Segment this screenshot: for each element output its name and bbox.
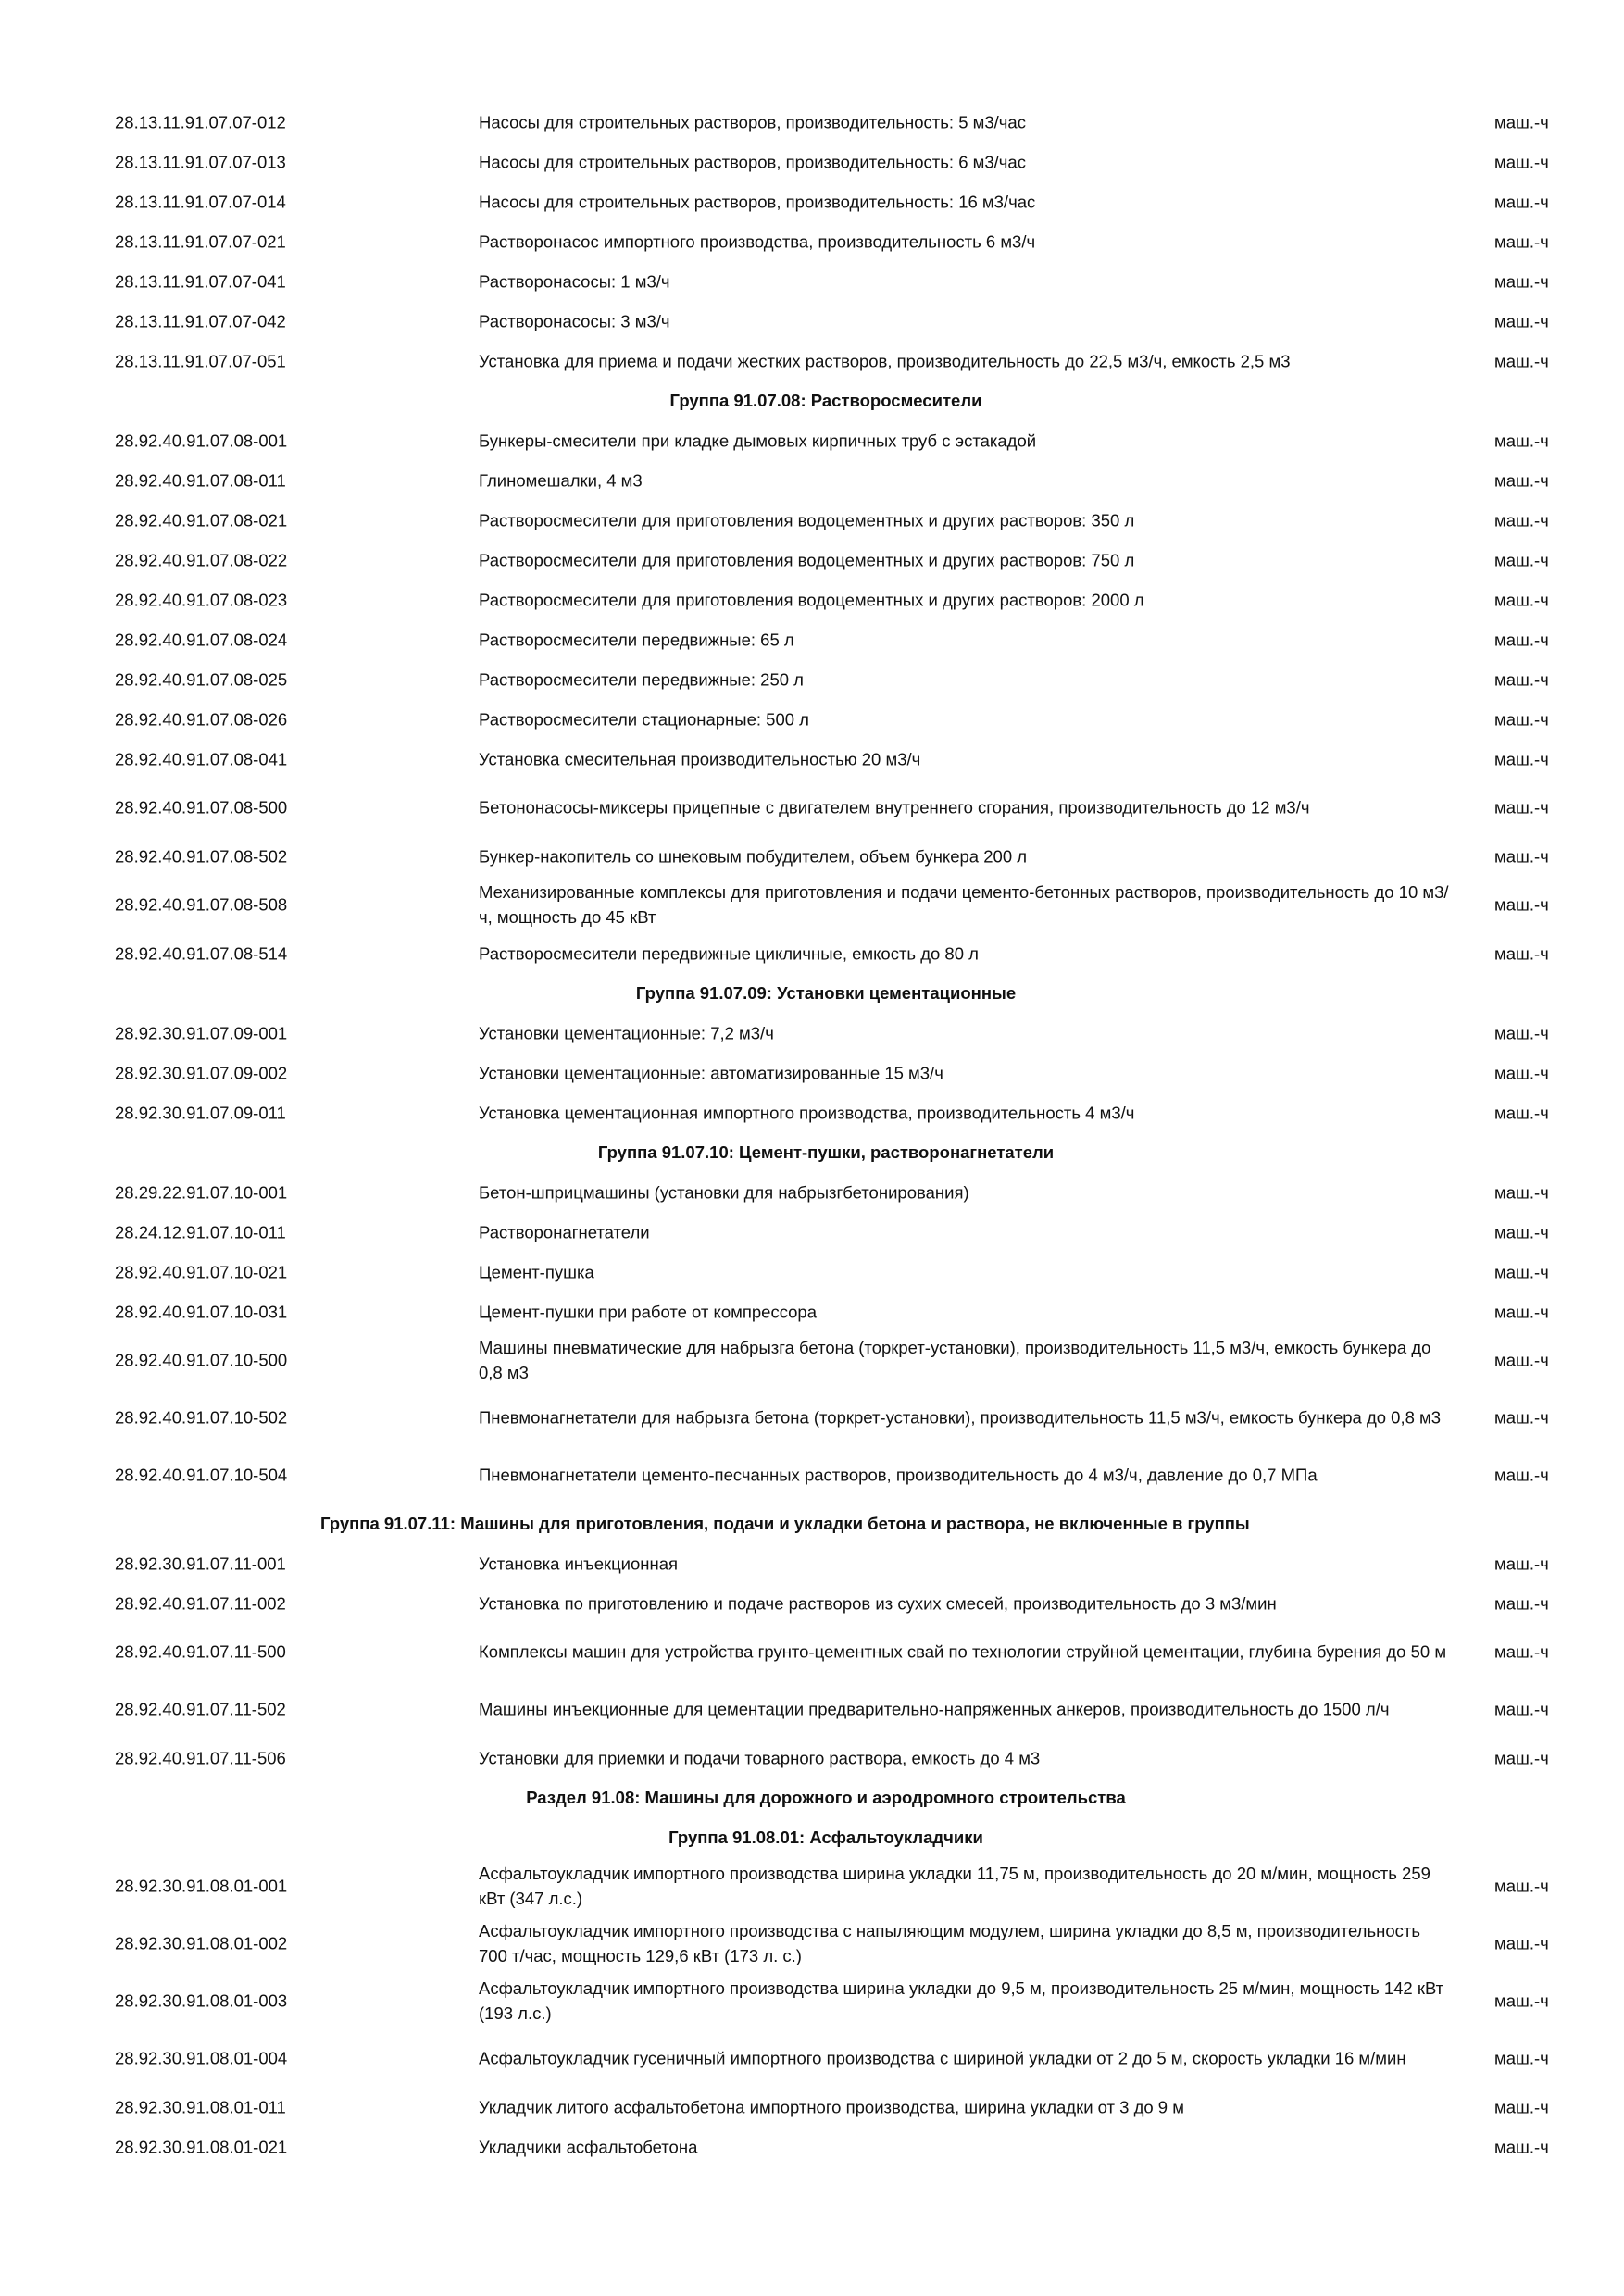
resource-code: 28.92.30.91.08.01-002: [115, 1933, 288, 1953]
resource-code: 28.92.40.91.07.10-031: [115, 1302, 288, 1321]
unit-of-measure: маш.-ч: [1494, 311, 1549, 331]
resource-name: Асфальтоукладчик гусеничный импортного производства с шириной укладки от 2 до 5 м, скорость укладки 16 м/мин: [479, 2048, 1406, 2068]
group-heading: Группа 91.08.01: Асфальтоукладчики: [668, 1827, 983, 1847]
resource-name: Установка для приема и подачи жестких растворов, производительность до 22,5 м3/ч, емкость 2,5 м3: [479, 351, 1291, 370]
table-row: [0, 341, 1624, 381]
resource-code: 28.92.30.91.08.01-021: [115, 2137, 288, 2156]
group-heading: Раздел 91.08: Машины для дорожного и аэродромного строительства: [526, 1787, 1126, 1807]
resource-code: 28.92.40.91.07.08-024: [115, 630, 288, 649]
resource-name: Цемент-пушка: [479, 1262, 594, 1281]
resource-name: Пневмонагнетатели для набрызга бетона (торкрет-установки), производительность 11,5 м3/ч, емкость бункера до 0,8 м3: [479, 1407, 1442, 1428]
resource-name: Растворонасосы: 1 м3/ч: [479, 271, 670, 291]
resource-code: 28.92.40.91.07.08-023: [115, 590, 288, 609]
unit-of-measure: маш.-ч: [1494, 1222, 1549, 1242]
unit-of-measure: маш.-ч: [1494, 1593, 1549, 1613]
table-row: [0, 1915, 1624, 1972]
table-row: [0, 739, 1624, 779]
resource-name: Растворосмесители для приготовления водоцементных и других растворов: 750 л: [479, 550, 1135, 569]
group-heading: Группа 91.07.08: Растворосмесители: [669, 390, 982, 410]
resource-name: Установка смесительная производительностью 20 м3/ч: [479, 749, 921, 768]
unit-of-measure: маш.-ч: [1494, 1023, 1549, 1042]
resource-name: Бункер-накопитель со шнековым побудителем, объем бункера 200 л: [479, 846, 1028, 866]
unit-of-measure: маш.-ч: [1494, 550, 1549, 569]
resource-code: 28.92.40.91.07.08-502: [115, 846, 288, 866]
resource-code: 28.13.11.91.07.07-021: [115, 231, 286, 251]
unit-of-measure: маш.-ч: [1494, 1350, 1549, 1370]
unit-of-measure: маш.-ч: [1494, 271, 1549, 291]
table-row: [0, 1857, 1624, 1915]
table-row: [0, 301, 1624, 341]
table-row: [0, 261, 1624, 301]
resource-code: 28.92.40.91.07.10-021: [115, 1262, 288, 1281]
table-row: [0, 659, 1624, 699]
table-row: [0, 1583, 1624, 1623]
table-row: [0, 460, 1624, 500]
resource-name: Растворосмесители передвижные: 65 л: [479, 630, 794, 649]
table-row: [0, 1972, 1624, 2029]
resource-name: Насосы для строительных растворов, производительность: 16 м3/час: [479, 192, 1036, 211]
table-row: [0, 1389, 1624, 1446]
resource-name: Растворосмесители передвижные цикличные, емкость до 80 л: [479, 943, 979, 963]
unit-of-measure: маш.-ч: [1494, 797, 1549, 817]
unit-of-measure: маш.-ч: [1494, 470, 1549, 490]
resource-name: Машины инъекционные для цементации предварительно-напряженных анкеров, производительность до 1500 л/ч: [479, 1699, 1390, 1719]
resource-name: Растворосмесители стационарные: 500 л: [479, 709, 809, 729]
resource-code: 28.92.40.91.07.08-025: [115, 669, 288, 689]
resource-code: 28.92.40.91.07.11-502: [115, 1699, 286, 1719]
unit-of-measure: маш.-ч: [1494, 1103, 1549, 1122]
resource-code: 28.92.40.91.07.08-021: [115, 510, 288, 530]
resource-code: 28.92.40.91.07.08-026: [115, 709, 288, 729]
resource-code: 28.92.40.91.07.08-500: [115, 797, 288, 817]
table-row: [0, 1292, 1624, 1331]
resource-name: Установка по приготовлению и подаче растворов из сухих смесей, производительность до 3 м3/мин: [479, 1593, 1277, 1613]
resource-code: 28.92.40.91.07.08-001: [115, 430, 288, 450]
unit-of-measure: маш.-ч: [1494, 943, 1549, 963]
resource-code: 28.13.11.91.07.07-012: [115, 112, 286, 131]
table-row: [0, 1252, 1624, 1292]
resource-name: Асфальтоукладчик импортного производства с напыляющим модулем, ширина укладки до 8,5 м, производительность 700 т/час, мощность 129,6 кВт (173 л. с.): [479, 1921, 1420, 1965]
unit-of-measure: маш.-ч: [1494, 1465, 1549, 1485]
resource-name: Растворонагнетатели: [479, 1222, 650, 1242]
unit-of-measure: маш.-ч: [1494, 1262, 1549, 1281]
resource-name: Установки для приемки и подачи товарного раствора, емкость до 4 м3: [479, 1748, 1041, 1767]
resource-name: Растворосмесители для приготовления водоцементных и других растворов: 350 л: [479, 510, 1135, 530]
resource-name: Бетононасосы-миксеры прицепные с двигателем внутреннего сгорания, производительность до 12 м3/ч: [479, 797, 1310, 817]
resource-name: Растворосмесители передвижные: 250 л: [479, 669, 804, 689]
table-row: [0, 1543, 1624, 1583]
resource-code: 28.13.11.91.07.07-014: [115, 192, 286, 211]
unit-of-measure: маш.-ч: [1494, 192, 1549, 211]
resource-code: 28.29.22.91.07.10-001: [115, 1182, 288, 1202]
resource-name: Асфальтоукладчик импортного производства ширина укладки 11,75 м, производительность до 20 м/мин, мощность 259 кВт (347 л.с.): [479, 1864, 1430, 1908]
unit-of-measure: маш.-ч: [1494, 1933, 1549, 1953]
table-row: [0, 2087, 1624, 2127]
table-row: [0, 1013, 1624, 1053]
resource-code: 28.92.40.91.07.11-002: [115, 1593, 286, 1613]
unit-of-measure: маш.-ч: [1494, 2137, 1549, 2156]
table-row: [0, 142, 1624, 181]
unit-of-measure: маш.-ч: [1494, 1407, 1549, 1428]
resource-code: 28.92.30.91.07.09-001: [115, 1023, 288, 1042]
unit-of-measure: маш.-ч: [1494, 1063, 1549, 1082]
resource-name: Растворосмесители для приготовления водоцементных и других растворов: 2000 л: [479, 590, 1144, 609]
resource-name: Укладчики асфальтобетона: [479, 2137, 698, 2156]
resource-name: Растворонасосы: 3 м3/ч: [479, 311, 670, 331]
resource-code: 28.92.40.91.07.08-514: [115, 943, 288, 963]
table-row: [0, 1172, 1624, 1212]
group-heading: Группа 91.07.11: Машины для приготовления, подачи и укладки бетона и раствора, не включенные в группы: [320, 1513, 1250, 1533]
resource-name: Пневмонагнетатели цементо-песчанных растворов, производительность до 4 м3/ч, давление до 0,7 МПа: [479, 1465, 1318, 1485]
table-row: [0, 836, 1624, 876]
unit-of-measure: маш.-ч: [1494, 1554, 1549, 1573]
resource-code: 28.92.30.91.08.01-011: [115, 2097, 286, 2116]
resource-code: 28.92.40.91.07.08-041: [115, 749, 288, 768]
resource-code: 28.92.40.91.07.08-508: [115, 894, 288, 915]
resource-code: 28.92.40.91.07.10-502: [115, 1407, 288, 1428]
table-row: [0, 933, 1624, 973]
unit-of-measure: маш.-ч: [1494, 231, 1549, 251]
table-row: [0, 619, 1624, 659]
unit-of-measure: маш.-ч: [1494, 2048, 1549, 2068]
resource-code: 28.92.30.91.08.01-001: [115, 1876, 288, 1896]
table-row: [0, 102, 1624, 142]
table-row: [0, 181, 1624, 221]
resource-name: Насосы для строительных растворов, производительность: 6 м3/час: [479, 152, 1026, 171]
unit-of-measure: маш.-ч: [1494, 1699, 1549, 1719]
unit-of-measure: маш.-ч: [1494, 894, 1549, 915]
unit-of-measure: маш.-ч: [1494, 1876, 1549, 1896]
table-row: [0, 876, 1624, 933]
unit-of-measure: маш.-ч: [1494, 669, 1549, 689]
unit-of-measure: маш.-ч: [1494, 510, 1549, 530]
resource-name: Комплексы машин для устройства грунто-цементных свай по технологии струйной цементации, глубина бурения до 50 м: [479, 1641, 1447, 1662]
resource-name: Бетон-шприцмашины (установки для набрызгбетонирования): [479, 1182, 969, 1202]
resource-code: 28.92.40.91.07.11-506: [115, 1748, 286, 1767]
document-body: [0, 102, 1624, 2166]
resource-name: Бункеры-смесители при кладке дымовых кирпичных труб с эстакадой: [479, 430, 1037, 450]
table-row: [0, 540, 1624, 580]
unit-of-measure: маш.-ч: [1494, 749, 1549, 768]
table-row: [0, 2029, 1624, 2087]
resource-code: 28.92.40.91.07.08-011: [115, 470, 286, 490]
unit-of-measure: маш.-ч: [1494, 709, 1549, 729]
resource-code: 28.92.30.91.07.11-001: [115, 1554, 286, 1573]
table-row: [0, 500, 1624, 540]
resource-code: 28.92.40.91.07.10-500: [115, 1350, 288, 1370]
table-row: [0, 2127, 1624, 2166]
table-row: [0, 1446, 1624, 1504]
table-row: [0, 420, 1624, 460]
resource-name: Установки цементационные: 7,2 м3/ч: [479, 1023, 774, 1042]
table-row: [0, 1680, 1624, 1738]
table-row: [0, 779, 1624, 836]
unit-of-measure: маш.-ч: [1494, 112, 1549, 131]
unit-of-measure: маш.-ч: [1494, 630, 1549, 649]
table-row: [0, 1623, 1624, 1680]
table-row: [0, 221, 1624, 261]
unit-of-measure: маш.-ч: [1494, 2097, 1549, 2116]
resource-name: Растворонасос импортного производства, производительность 6 м3/ч: [479, 231, 1036, 251]
resource-code: 28.92.30.91.08.01-004: [115, 2048, 288, 2068]
unit-of-measure: маш.-ч: [1494, 590, 1549, 609]
unit-of-measure: маш.-ч: [1494, 1182, 1549, 1202]
unit-of-measure: маш.-ч: [1494, 430, 1549, 450]
resource-code: 28.92.30.91.08.01-003: [115, 1990, 288, 2011]
table-row: [0, 1212, 1624, 1252]
resource-name: Механизированные комплексы для приготовления и подачи цементо-бетонных растворов, производительность до 10 м3/ч, мощность до 45 кВт: [479, 882, 1449, 927]
group-heading: Группа 91.07.09: Установки цементационные: [635, 982, 1017, 1003]
resource-code: 28.92.40.91.07.11-500: [115, 1641, 286, 1662]
table-row: [0, 699, 1624, 739]
resource-code: 28.24.12.91.07.10-011: [115, 1222, 286, 1242]
unit-of-measure: маш.-ч: [1494, 846, 1549, 866]
resource-code: 28.92.30.91.07.09-011: [115, 1103, 286, 1122]
resource-name: Машины пневматические для набрызга бетона (торкрет-установки), производительность 11,5 м3/ч, емкость бункера до 0,8 м3: [479, 1338, 1431, 1382]
resource-name: Глиномешалки, 4 м3: [479, 470, 643, 490]
resource-code: 28.92.30.91.07.09-002: [115, 1063, 288, 1082]
resource-code: 28.92.40.91.07.08-022: [115, 550, 288, 569]
unit-of-measure: маш.-ч: [1494, 1641, 1549, 1662]
unit-of-measure: маш.-ч: [1494, 1990, 1549, 2011]
resource-name: Насосы для строительных растворов, производительность: 5 м3/час: [479, 112, 1026, 131]
resource-name: Установка инъекционная: [479, 1554, 679, 1573]
table-row: [0, 1738, 1624, 1778]
resource-name: Асфальтоукладчик импортного производства ширина укладки до 9,5 м, производительность 25 м/мин, мощность 142 кВт (193 л.с.): [479, 1978, 1444, 2023]
table-row: [0, 580, 1624, 619]
resource-name: Установка цементационная импортного производства, производительность 4 м3/ч: [479, 1103, 1135, 1122]
unit-of-measure: маш.-ч: [1494, 1748, 1549, 1767]
group-heading: Группа 91.07.10: Цемент-пушки, растворонагнетатели: [597, 1142, 1055, 1162]
resource-code: 28.13.11.91.07.07-013: [115, 152, 286, 171]
unit-of-measure: маш.-ч: [1494, 1302, 1549, 1321]
table-row: [0, 1331, 1624, 1389]
resource-name: Укладчик литого асфальтобетона импортного производства, ширина укладки от 3 до 9 м: [479, 2097, 1184, 2116]
resource-code: 28.13.11.91.07.07-041: [115, 271, 286, 291]
table-row: [0, 1053, 1624, 1092]
resource-name: Установки цементационные: автоматизированные 15 м3/ч: [479, 1063, 943, 1082]
resource-code: 28.13.11.91.07.07-042: [115, 311, 286, 331]
resource-code: 28.13.11.91.07.07-051: [115, 351, 286, 370]
resource-code: 28.92.40.91.07.10-504: [115, 1465, 288, 1485]
resource-name: Цемент-пушки при работе от компрессора: [479, 1302, 818, 1321]
unit-of-measure: маш.-ч: [1494, 152, 1549, 171]
unit-of-measure: маш.-ч: [1494, 351, 1549, 370]
table-row: [0, 1092, 1624, 1132]
